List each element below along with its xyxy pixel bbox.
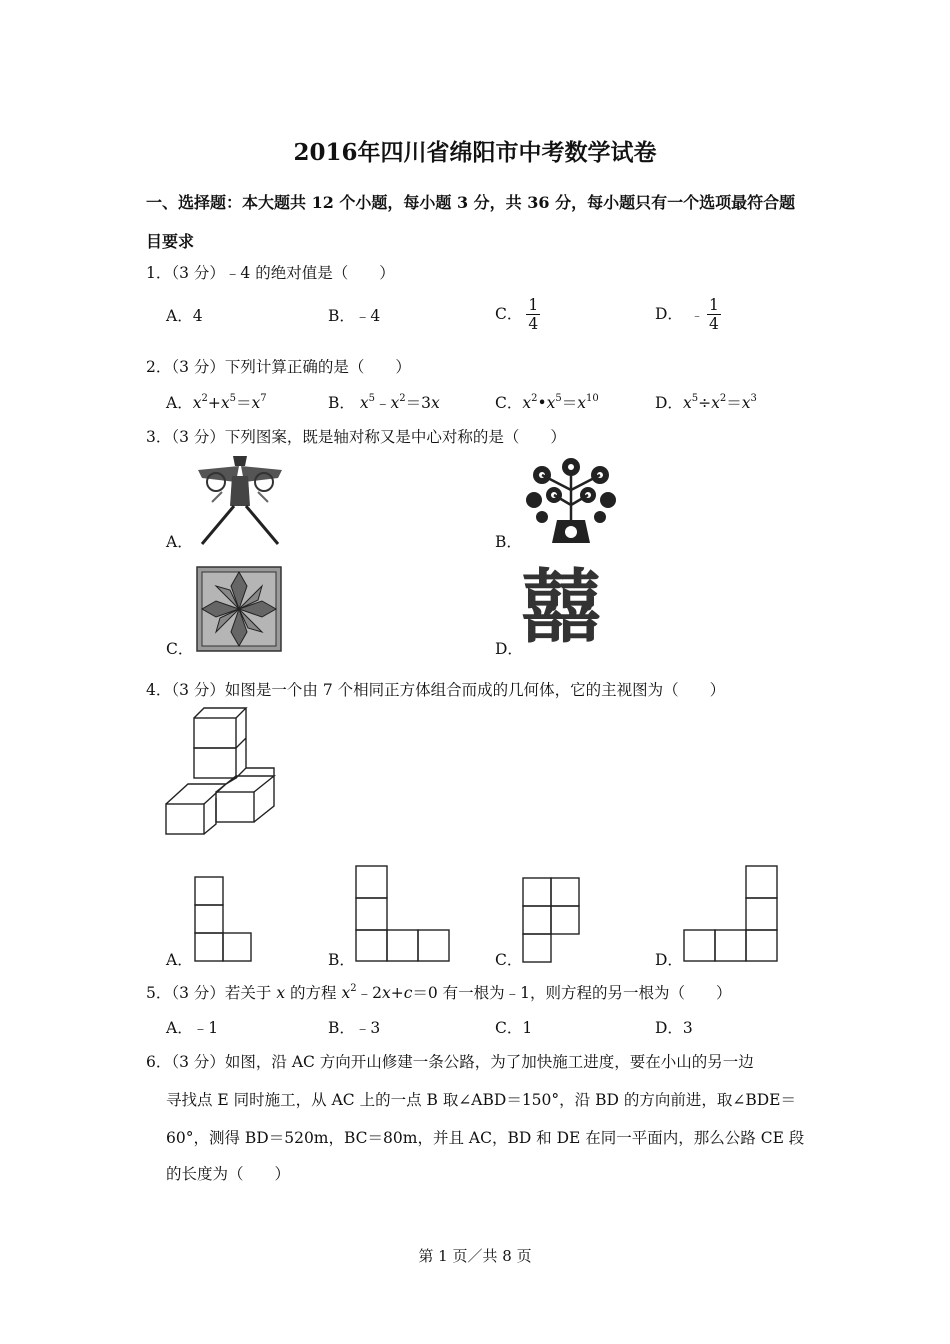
q1-option-c-fraction	[526, 297, 540, 333]
q6-line1: 6．（3 分）如图，沿 AC 方向开山修建一条公路，为了加快施工进度，要在小山的另一边	[146, 1053, 754, 1071]
q2-a-label: A．	[166, 394, 193, 412]
q2-option-b	[328, 391, 440, 413]
kite-image	[192, 452, 288, 546]
q3-option-a: A．	[166, 533, 193, 551]
q4-view-c	[522, 877, 580, 965]
q2-a-formula: $x^2+x^5=x^7$	[192, 393, 267, 412]
q1-option-d-label: D．	[655, 304, 683, 323]
q2-option-d	[655, 391, 757, 413]
q5-stem-post: ＝0 有一根为﹣1，则方程的另一根为（ ）	[412, 984, 732, 1002]
q2-b-label: B．	[328, 394, 355, 412]
q1-d-denominator: 4	[708, 315, 719, 334]
q5-stem-pre: 5．（3 分）若关于	[146, 984, 277, 1002]
q5-equation: $x^2﹣2x+c$	[341, 983, 413, 1002]
q1-option-d-fraction	[707, 297, 721, 333]
q2-b-formula: $x^5﹣x^2=3x$	[359, 393, 440, 412]
q3-option-d: D．	[495, 640, 523, 658]
q3-option-c: C．	[166, 640, 194, 658]
q3-option-b: B．	[495, 533, 522, 551]
q2-c-formula: $x^2•x^5=x^{10}$	[522, 393, 599, 412]
q4-view-b	[355, 865, 451, 963]
q2-d-formula: $x^5\div x^2=x^3$	[682, 393, 757, 412]
q4-view-a	[194, 876, 252, 964]
q5-option-a: A．﹣1	[166, 1019, 219, 1037]
q4-stem: 4．（3 分）如图是一个由 7 个相同正方体组合而成的几何体，它的主视图为（ ）	[146, 681, 726, 699]
q5-option-d: D．3	[655, 1019, 693, 1037]
q2-option-c	[495, 391, 599, 413]
q1-d-sign: ﹣	[690, 307, 703, 322]
page-title: 2016年四川省绵阳市中考数学试卷	[293, 139, 657, 166]
q1-d-numerator: 1	[708, 296, 719, 314]
section-heading-line2: 目要求	[146, 232, 195, 251]
q4-option-b: B．	[328, 951, 355, 969]
q1-stem: 1．（3 分）﹣4 的绝对值是（ ）	[146, 264, 395, 282]
q2-stem: 2．（3 分）下列计算正确的是（ ）	[146, 358, 411, 376]
q5-option-b: B．﹣3	[328, 1019, 381, 1037]
flower-vase-image	[522, 455, 620, 547]
section-heading-line1: 一、选择题：本大题共 12 个小题，每小题 3 分，共 36 分，每小题只有一个选项最符合题	[146, 193, 796, 212]
q1-c-numerator: 1	[528, 296, 539, 314]
q4-view-d	[683, 865, 779, 963]
cube-solid-figure	[162, 706, 280, 838]
square-pattern-image	[196, 566, 282, 652]
q6-line3: 60°，测得 BD＝520m，BC＝80m，并且 AC，BD 和 DE 在同一平面内，那么公路 CE 段	[166, 1129, 805, 1147]
double-happiness-image: 囍	[521, 561, 601, 654]
q5-variable: x	[276, 984, 286, 1002]
q6-line2: 寻找点 E 同时施工，从 AC 上的一点 B 取∠ABD＝150°，沿 BD 的方向前进，取∠BDE＝	[166, 1091, 796, 1109]
q2-d-label: D．	[655, 394, 683, 412]
q1-option-c	[495, 297, 540, 333]
q2-option-a	[166, 391, 267, 413]
q1-c-denominator: 4	[528, 315, 539, 334]
q4-option-a: A．	[166, 951, 193, 969]
q4-option-d: D．	[655, 951, 683, 969]
page-footer: 第 1 页／共 8 页	[418, 1247, 532, 1265]
q2-c-label: C．	[495, 394, 523, 412]
q3-stem: 3．（3 分）下列图案，既是轴对称又是中心对称的是（ ）	[146, 428, 566, 446]
q1-option-c-label: C．	[495, 304, 523, 323]
q4-option-c: C．	[495, 951, 523, 969]
q5-option-c: C．1	[495, 1019, 533, 1037]
q5-stem	[146, 981, 732, 1003]
q5-stem-mid: 的方程	[285, 984, 342, 1002]
q1-option-d	[655, 297, 721, 333]
q6-line4: 的长度为（ ）	[166, 1165, 291, 1183]
q1-option-b: B．﹣4	[328, 307, 381, 325]
q1-option-a: A．4	[166, 307, 203, 325]
